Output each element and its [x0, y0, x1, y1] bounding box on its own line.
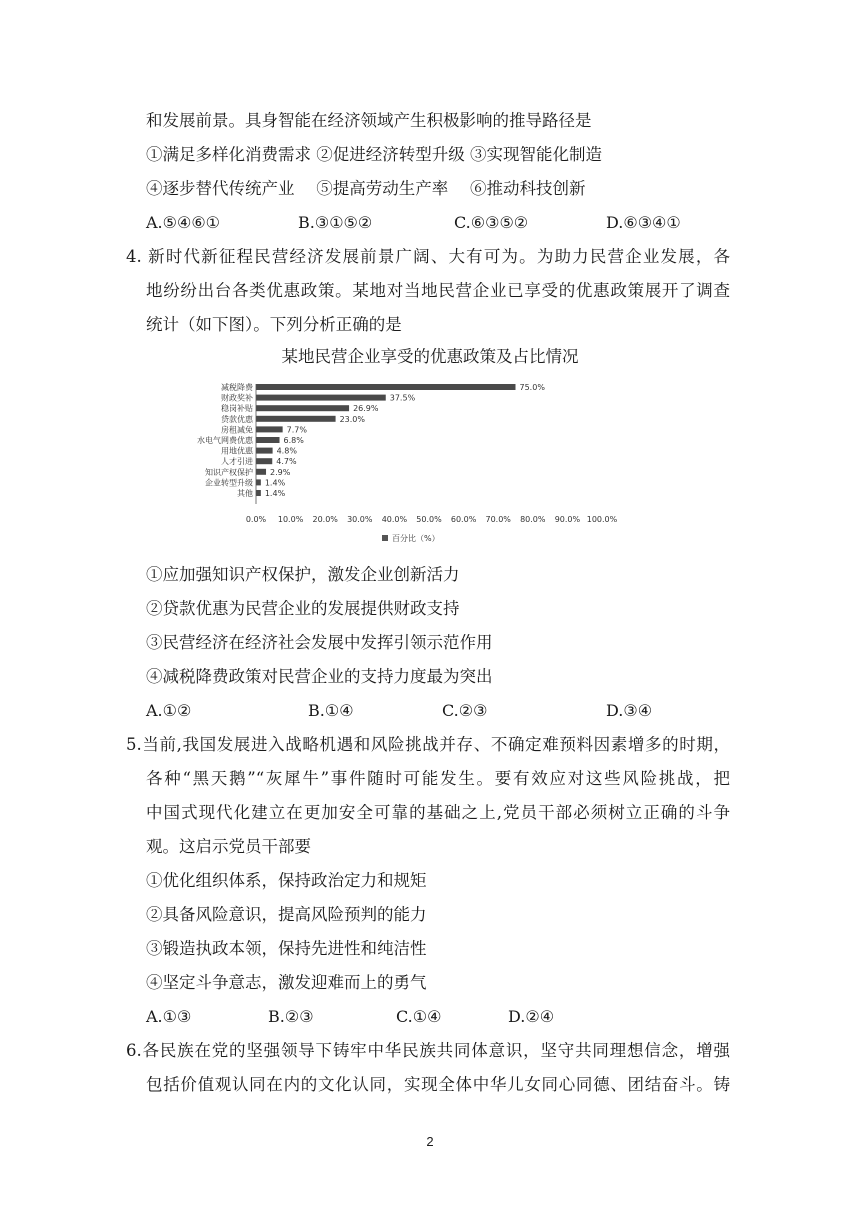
bar — [256, 437, 280, 443]
x-tick-labels — [246, 515, 618, 524]
category-label: 其他 — [237, 489, 253, 498]
q3-line-3: ④逐步替代传统产业 ⑤提高劳动生产率 ⑥推动科技创新 — [146, 179, 586, 198]
value-label: 7.7% — [286, 425, 307, 435]
q6-line-1: 6.各民族在党的坚强领导下铸牢中华民族共同体意识，坚守共同理想信念，增强 — [126, 1041, 730, 1060]
category-labels — [197, 382, 254, 498]
bar — [256, 405, 349, 411]
q3-option-a[interactable]: A.⑤④⑥① — [146, 213, 221, 232]
bar — [256, 384, 516, 390]
q4-line-1: 4. 新时代新征程民营经济发展前景广阔、大有可为。为助力民营企业发展，各 — [126, 247, 730, 266]
bar — [256, 426, 283, 432]
q5-option-b[interactable]: B.②③ — [268, 1007, 314, 1026]
category-label: 财政奖补 — [221, 393, 253, 403]
bar — [256, 395, 386, 401]
q4-line-3: 统计（如下图）。下列分析正确的是 — [146, 315, 402, 334]
q4-option-d[interactable]: D.③④ — [606, 701, 653, 720]
category-label: 水电气网费优惠 — [197, 436, 253, 445]
value-label: 4.8% — [276, 446, 297, 456]
bar — [256, 416, 336, 422]
q4-option-a[interactable]: A.①② — [146, 701, 192, 720]
value-label: 26.9% — [353, 404, 379, 414]
policy-bar-chart — [160, 378, 640, 550]
category-label: 人才引进 — [221, 457, 253, 467]
q5-option-a[interactable]: A.①③ — [146, 1007, 192, 1026]
x-tick-label: 100.0% — [586, 515, 618, 524]
q4-statement-1: ①应加强知识产权保护，激发企业创新活力 — [146, 565, 460, 584]
q5-line-1: 5.当前,我国发展进入战略机遇和风险挑战并存、不确定难预料因素增多的时期， — [126, 735, 730, 754]
q4-option-b[interactable]: B.①④ — [308, 701, 354, 720]
q5-line-3: 中国式现代化建立在更加安全可靠的基础之上,党员干部必须树立正确的斗争 — [146, 803, 730, 822]
category-label: 贷款优惠 — [221, 414, 253, 424]
bar — [256, 469, 266, 475]
q3-line-2: ①满足多样化消费需求 ②促进经济转型升级 ③实现智能化制造 — [146, 145, 602, 164]
category-label: 用地优惠 — [221, 446, 253, 456]
x-tick-label: 0.0% — [245, 515, 267, 524]
q5-option-d[interactable]: D.②④ — [508, 1007, 555, 1026]
category-label: 房租减免 — [221, 425, 253, 435]
value-label: 6.8% — [283, 436, 304, 445]
value-label: 4.7% — [276, 457, 297, 467]
value-label: 1.4% — [264, 489, 286, 498]
chart-title: 某地民营企业享受的优惠政策及占比情况 — [281, 347, 579, 366]
q4-statement-2: ②贷款优惠为民营企业的发展提供财政支持 — [146, 599, 460, 618]
bar — [256, 479, 261, 485]
value-label: 37.5% — [389, 393, 416, 403]
q5-option-c[interactable]: C.①④ — [396, 1007, 442, 1026]
value-label: 23.0% — [339, 414, 366, 424]
q4-option-c[interactable]: C.②③ — [442, 701, 488, 720]
legend-swatch — [382, 535, 388, 541]
q5-statement-4: ④坚定斗争意志，激发迎难而上的勇气 — [146, 973, 427, 992]
x-tick-label: 90.0% — [554, 515, 581, 524]
bar — [256, 490, 261, 496]
category-label: 企业转型升级 — [205, 478, 253, 488]
x-tick-label: 30.0% — [347, 515, 373, 524]
bar — [256, 448, 273, 454]
x-tick-label: 20.0% — [312, 515, 338, 524]
q4-statement-3: ③民营经济在经济社会发展中发挥引领示范作用 — [146, 633, 493, 652]
q4-line-2: 地纷纷出台各类优惠政策。某地对当地民营企业已享受的优惠政策展开了调查 — [146, 281, 730, 300]
q3-option-c[interactable]: C.⑥③⑤② — [454, 213, 529, 232]
x-tick-label: 70.0% — [485, 515, 511, 524]
value-label: 75.0% — [519, 383, 545, 392]
x-tick-label: 40.0% — [381, 515, 408, 524]
x-tick-label: 60.0% — [450, 515, 477, 524]
q5-line-4: 观。这启示党员干部要 — [146, 837, 311, 856]
category-label: 减税降费 — [221, 383, 253, 392]
value-label: 1.4% — [264, 478, 286, 488]
category-label: 稳岗补贴 — [221, 404, 253, 414]
legend-label: 百分比（%） — [392, 534, 440, 543]
bar — [256, 458, 272, 464]
q5-statement-3: ③锻造执政本领，保持先进性和纯洁性 — [146, 939, 427, 958]
q5-line-2: 各种“黑天鹅”“灰犀牛”事件随时可能发生。要有效应对这些风险挑战，把 — [146, 769, 730, 788]
q5-statement-1: ①优化组织体系，保持政治定力和规矩 — [146, 871, 427, 890]
value-label: 2.9% — [270, 467, 291, 477]
x-tick-label: 50.0% — [416, 515, 442, 524]
x-tick-label: 80.0% — [520, 515, 546, 524]
q6-line-2: 包括价值观认同在内的文化认同，实现全体中华儿女同心同德、团结奋斗。铸 — [146, 1075, 730, 1094]
q3-option-b[interactable]: B.③①⑤② — [298, 213, 373, 232]
x-tick-label: 10.0% — [277, 515, 304, 524]
q5-statement-2: ②具备风险意识，提高风险预判的能力 — [146, 905, 427, 924]
q3-option-d[interactable]: D.⑥③④① — [606, 213, 681, 232]
category-label: 知识产权保护 — [205, 467, 253, 477]
page-number: 2 — [426, 1134, 434, 1149]
q3-line-1: 和发展前景。具身智能在经济领域产生积极影响的推导路径是 — [146, 111, 592, 130]
q4-statement-4: ④减税降费政策对民营企业的支持力度最为突出 — [146, 667, 493, 686]
